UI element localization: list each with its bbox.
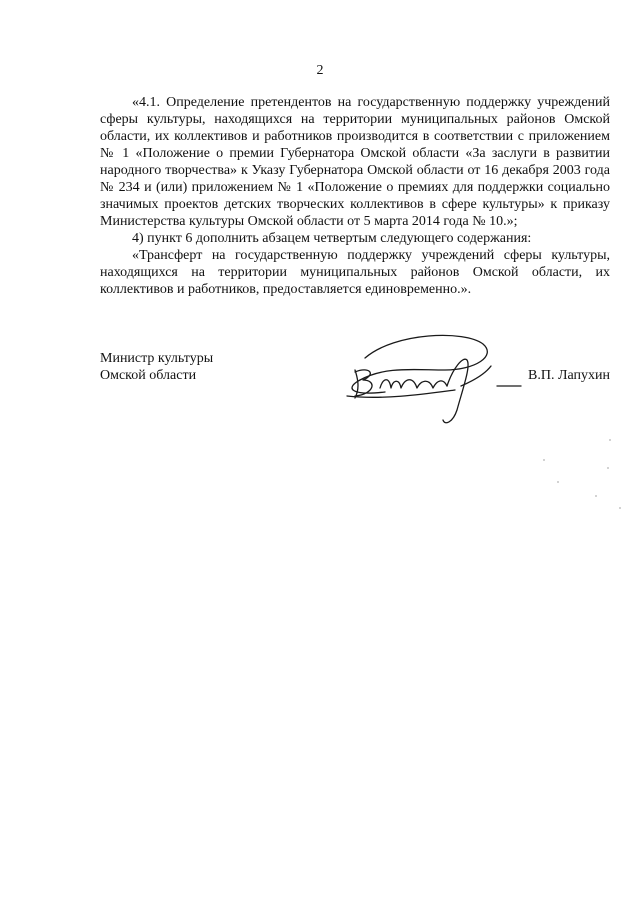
page-number: 2 [316, 63, 324, 78]
document-body [100, 94, 610, 298]
handwritten-signature [325, 330, 525, 430]
paragraph-transfer: «Трансферт на государственную поддержку учреждений сферы культуры, находящихся на территории муниципальных районов Омской области, их коллективов и работников, предоставляется единовременно.». [100, 248, 610, 297]
signatory-title-line-1: Министр культуры [100, 351, 214, 366]
signatory-title-line-2: Омской области [100, 368, 197, 383]
paragraph-4-1: «4.1. Определение претендентов на государственную поддержку учреждений сферы культуры, находящихся на территории муниципальных районов Омской области, их коллективов и работников производится в соответствии с приложением № 1 «Положение о премии Губернатора Омской области «За заслуги в развитии народного творчества» к Указу Губернатора Омской области от 16 декабря 2003 года № 234 и (или) приложением № 1 «Положение о премиях для поддержки социально значимых проектов детских творческих коллективов в сфере культуры» к приказу Министерства культуры Омской области от 5 марта 2014 года № 10.»; [100, 95, 610, 229]
signatory-title [100, 350, 213, 384]
signatory-name: В.П. Лапухин [528, 368, 610, 383]
paragraph-item-4: 4) пункт 6 дополнить абзацем четвертым следующего содержания: [132, 231, 532, 246]
scan-specks [530, 420, 630, 520]
